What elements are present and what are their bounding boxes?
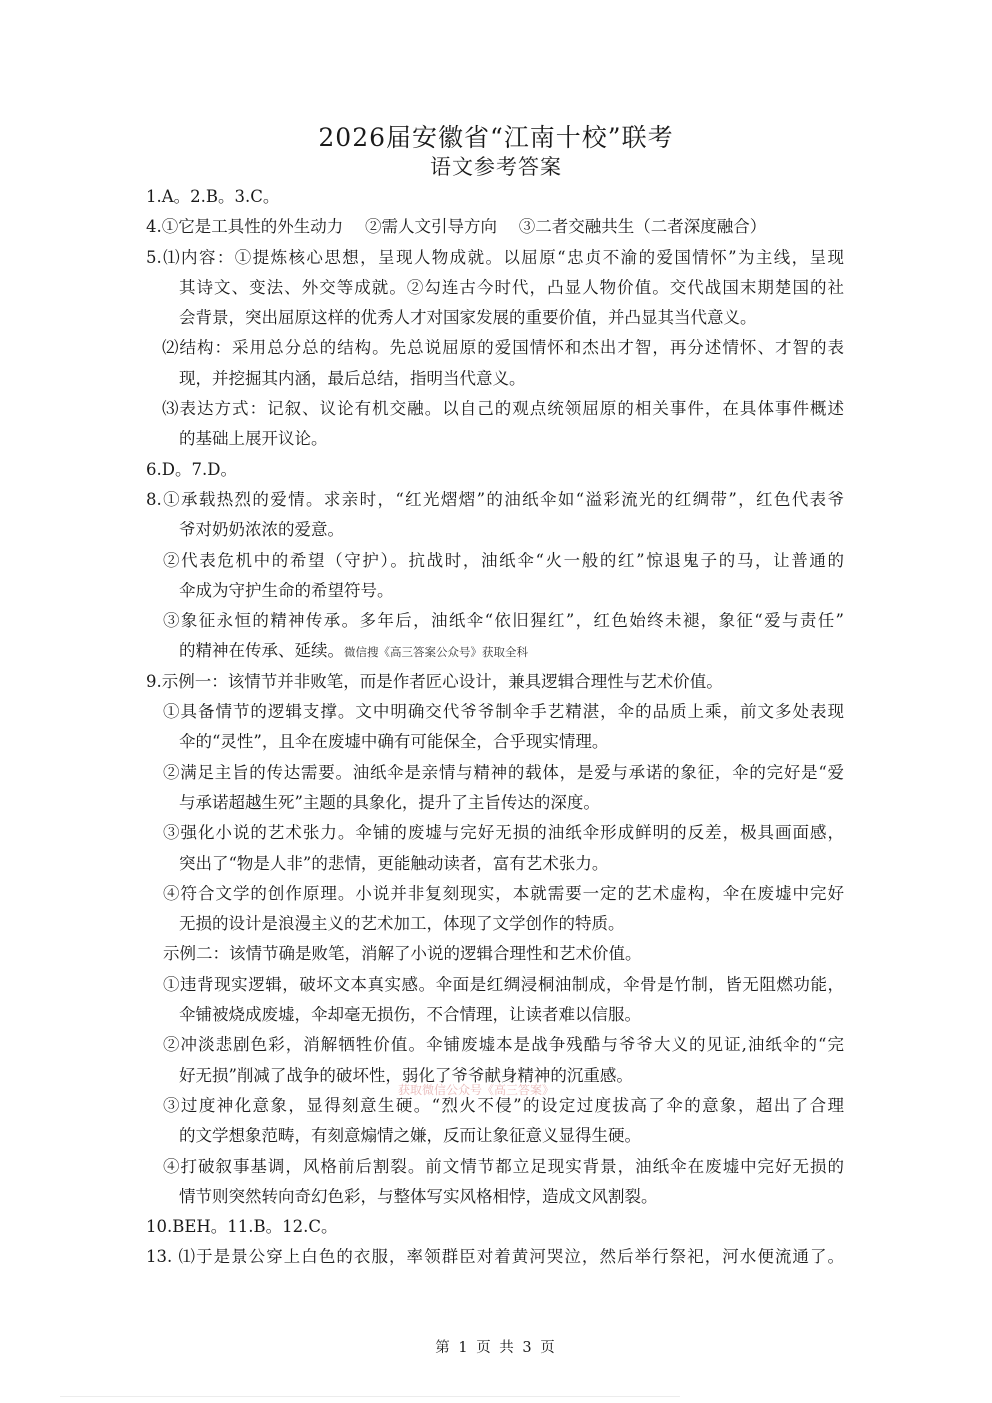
answer-line: 伞的“灵性”，且伞在废墟中确有可能保全，合乎现实情理。 — [179, 732, 609, 752]
answer-line: 9.示例一：该情节并非败笔，而是作者匠心设计，兼具逻辑合理性与艺术价值。 — [146, 671, 723, 691]
watermark-text: 微信搜《高三答案公众号》获取全科 — [344, 645, 528, 660]
answer-line: 4.①它是工具性的外生动力 ②需人文引导方向 ③二者交融共生（二者深度融合） — [146, 217, 767, 237]
answer-line: ②满足主旨的传达需要。油纸伞是亲情与精神的载体，是爱与承诺的象征，伞的完好是“爱 — [163, 762, 844, 782]
page-number: 第 1 页 共 3 页 — [435, 1340, 557, 1356]
answer-line: 现，并挖掘其内涵，最后总结，指明当代意义。 — [179, 368, 526, 388]
answer-line: 突出了“物是人非”的悲情，更能触动读者，富有艺术张力。 — [179, 853, 609, 873]
answer-line: 好无损”削减了战争的破坏性，弱化了爷爷献身精神的沉重感。 — [179, 1065, 633, 1085]
scan-edge-divider — [60, 1396, 680, 1397]
answer-line: 会背景，突出屈原这样的优秀人才对国家发展的重要价值，并凸显其当代意义。 — [179, 308, 757, 328]
answer-line: ②代表危机中的希望（守护）。抗战时，油纸伞“火一般的红”惊退鬼子的马，让普通的 — [163, 550, 844, 570]
answer-line: 其诗文、变法、外交等成就。②勾连古今时代，凸显人物价值。交代战国末期楚国的社 — [179, 277, 844, 297]
answer-line: ③强化小说的艺术张力。伞铺的废墟与完好无损的油纸伞形成鲜明的反差，极具画面感， — [163, 823, 844, 843]
answer-line: 5.⑴内容：①提炼核心思想，呈现人物成就。以屈原“忠贞不渝的爱国情怀”为主线，呈现 — [146, 247, 844, 267]
answer-line: 1.A。2.B。3.C。 — [146, 187, 280, 206]
answer-line: 伞铺被烧成废墟，伞却毫无损伤，不合情理，让读者难以信服。 — [179, 1005, 641, 1025]
answer-line: ③象征永恒的精神传承。多年后，油纸伞“依旧猩红”，红色始终未褪，象征“爱与责任” — [163, 611, 844, 631]
answer-line: ①违背现实逻辑，破坏文本真实感。伞面是红绸浸桐油制成，伞骨是竹制，皆无阻燃功能， — [163, 974, 844, 994]
answer-line: 13. ⑴于是景公穿上白色的衣服，率领群臣对着黄河哭泣，然后举行祭祀，河水便流通了。 — [146, 1247, 844, 1267]
answer-line: ②冲淡悲剧色彩，消解牺牲价值。伞铺废墟本是战争残酷与爷爷大义的见证,油纸伞的“完 — [163, 1035, 844, 1055]
answer-line: 6.D。7.D。 — [146, 459, 237, 479]
answer-line: 无损的设计是浪漫主义的艺术加工，体现了文学创作的特质。 — [179, 914, 625, 934]
answer-text: 的精神在传承、延续。 — [179, 641, 344, 661]
answer-line: 的基础上展开议论。 — [179, 429, 328, 449]
answer-line: 情节则突然转向奇幻色彩，与整体写实风格相悖，造成文风割裂。 — [179, 1186, 658, 1206]
answer-line: 10.BEH。11.B。12.C。 — [146, 1217, 338, 1237]
document-subtitle: 语文参考答案 — [430, 155, 562, 179]
answer-line: 示例二：该情节确是败笔，消解了小说的逻辑合理性和艺术价值。 — [163, 944, 642, 964]
answer-line: 伞成为守护生命的希望符号。 — [179, 580, 394, 600]
answer-line: ⑵结构：采用总分总的结构。先总说屈原的爱国情怀和杰出才智，再分述情怀、才智的表 — [162, 338, 844, 358]
answer-line: 的文学想象范畴，有刻意煽情之嫌，反而让象征意义显得生硬。 — [179, 1126, 641, 1146]
answer-line: 8.①承载热烈的爱情。求亲时，“红光熠熠”的油纸伞如“溢彩流光的红绸带”，红色代表爷 — [146, 489, 844, 509]
answer-line: 爷对奶奶浓浓的爱意。 — [179, 520, 344, 540]
faint-watermark: 获取微信公众号《高三答案》 — [398, 1083, 555, 1097]
answer-line: ④打破叙事基调，风格前后割裂。前文情节都立足现实背景，油纸伞在废墟中完好无损的 — [163, 1156, 844, 1176]
answer-line: ①具备情节的逻辑支撑。文中明确交代爷爷制伞手艺精湛，伞的品质上乘，前文多处表现 — [163, 702, 844, 722]
answer-line — [146, 636, 844, 666]
answer-line: ⑶表达方式：记叙、议论有机交融。以自己的观点统领屈原的相关事件，在具体事件概述 — [162, 399, 844, 419]
answer-line: ④符合文学的创作原理。小说并非复刻现实，本就需要一定的艺术虚构，伞在废墟中完好 — [163, 883, 844, 903]
answer-body — [146, 182, 844, 1273]
answer-line: ③过度神化意象，显得刻意生硬。“烈火不侵”的设定过度拔高了伞的意象，超出了合理 — [163, 1095, 844, 1115]
document-title: 2026届安徽省“江南十校”联考 — [318, 123, 674, 152]
answer-line: 与承诺超越生死”主题的具象化，提升了主旨传达的深度。 — [179, 792, 600, 812]
